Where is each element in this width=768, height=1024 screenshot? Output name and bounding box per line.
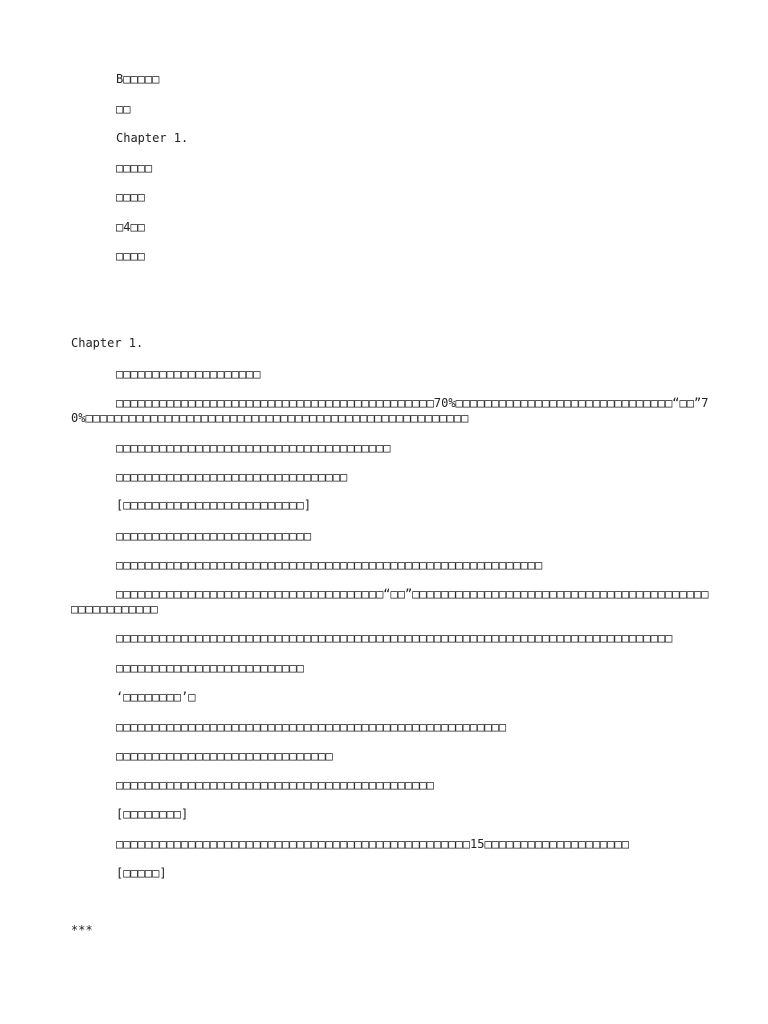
toc-item: □□□□ — [116, 190, 145, 204]
toc-item: □□□□□ — [116, 161, 153, 175]
toc-item: B□□□□□ — [116, 72, 160, 86]
paragraph: □□□□□□□□□□□□□□□□□□□□□□□□□□□□□□□□□□□□□□□□□□□□□□□□□□□□□□□□□□□□□□□□□□□□□□□□□□□□□ — [116, 631, 673, 645]
paragraph: □□□□□□□□□□□□□□□□□□□□□□□□□□□□□□□□ — [116, 470, 348, 484]
toc-item: □4□□ — [116, 220, 145, 234]
paragraph: □□□□□□□□□□□□□□□□□□□□□□□□□□□□□□□□□□□□□□□□□□□□ — [116, 778, 434, 792]
paragraph: [□□□□□□□□] — [116, 807, 189, 821]
toc-item: □□□□ — [116, 249, 145, 263]
chapter-heading: Chapter 1. — [71, 336, 144, 350]
paragraph: □□□□□□□□□□□□□□□□□□□□□□□□□□□□□□□□□□□□□“□□”□□□□□□□□□□□□□□□□□□□□□□□□□□□□□□□□□□□□□□□□□□□□□□□□□□□□□ — [71, 587, 709, 616]
section-separator: *** — [71, 923, 93, 937]
paragraph: [□□□□□□□□□□□□□□□□□□□□□□□□□] — [116, 498, 312, 512]
paragraph: □□□□□□□□□□□□□□□□□□□□□□□□□□□□□□□□□□□□□□□□□□□□□□□□□15□□□□□□□□□□□□□□□□□□□□ — [116, 837, 629, 851]
paragraph: □□□□□□□□□□□□□□□□□□□□ — [116, 367, 261, 381]
paragraph: □□□□□□□□□□□□□□□□□□□□□□□□□□□□□□□□□□□□□□□□□□□□□□□□□□□□□□□□□□□ — [116, 558, 543, 572]
paragraph: □□□□□□□□□□□□□□□□□□□□□□□□□□□□□□ — [116, 749, 333, 763]
paragraph: ‘□□□□□□□□’□ — [116, 690, 196, 704]
paragraph: □□□□□□□□□□□□□□□□□□□□□□□□□□□ — [116, 529, 312, 543]
toc-item: □□ — [116, 102, 131, 116]
paragraph: □□□□□□□□□□□□□□□□□□□□□□□□□□ — [116, 661, 304, 675]
paragraph: □□□□□□□□□□□□□□□□□□□□□□□□□□□□□□□□□□□□□□□□□□□□□□□□□□□□□□ — [116, 720, 507, 734]
paragraph: [□□□□□] — [116, 866, 167, 880]
paragraph: □□□□□□□□□□□□□□□□□□□□□□□□□□□□□□□□□□□□□□ — [116, 441, 391, 455]
toc-item: Chapter 1. — [116, 131, 189, 145]
paragraph: □□□□□□□□□□□□□□□□□□□□□□□□□□□□□□□□□□□□□□□□□□□□70%□□□□□□□□□□□□□□□□□□□□□□□□□□□□□□“□□”70%□□□□□□□□□□□□□□□□□□□□□□□□□□□□□□□□□□□□□□□□□□□□□□□□□□□□□ — [71, 396, 709, 425]
